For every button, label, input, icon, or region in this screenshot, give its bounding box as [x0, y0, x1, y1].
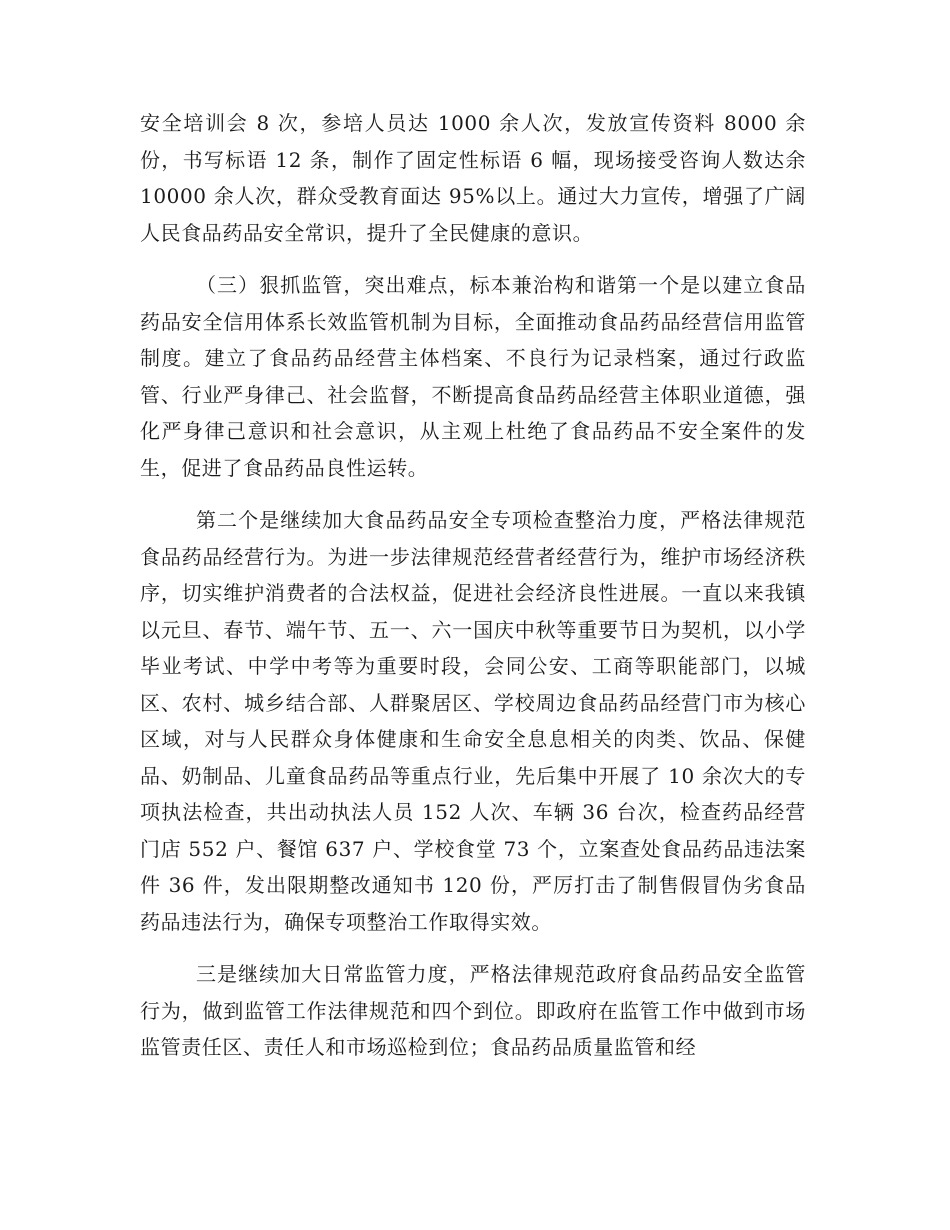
paragraph-daily-supervision: 三是继续加大日常监管力度，严格法律规范政府食品药品安全监管行为，做到监管工作法律规范和四个到位。即政府在监管工作中做到市场监管责任区、责任人和市场巡检到位；食品药品质量监管和经	[140, 962, 806, 1059]
paragraph-supervision-credit: （三）狠抓监管，突出难点，标本兼治构和谐第一个是以建立食品药品安全信用体系长效监管机制为目标，全面推动食品药品经营信用监管制度。建立了食品药品经营主体档案、不良行为记录档案，通过行政监管、行业严身律己、社会监督，不断提高食品药品经营主体职业道德，强化严身律己意识和社会意识，从主观上杜绝了食品药品不安全案件的发生，促进了食品药品良性运转。	[140, 273, 806, 480]
paragraph-training-summary: 安全培训会 8 次，参培人员达 1000 余人次，发放宣传资料 8000 余份，书写标语 12 条，制作了固定性标语 6 幅，现场接受咨询人数达余 10000 余人次，群众受教育面达 95%以上。通过大力宣传，增强了广阔人民食品药品安全常识，提升了全民健康的意识。	[140, 111, 806, 245]
paragraph-special-inspection: 第二个是继续加大食品药品安全专项检查整治力度，严格法律规范食品药品经营行为。为进一步法律规范经营者经营行为，维护市场经济秩序，切实维护消费者的合法权益，促进社会经济良性进展。一直以来我镇以元旦、春节、端午节、五一、六一国庆中秋等重要节日为契机，以小学毕业考试、中学中考等为重要时段，会同公安、工商等职能部门，以城区、农村、城乡结合部、人群聚居区、学校周边食品药品经营门市为核心区域，对与人民群众身体健康和生命安全息息相关的肉类、饮品、保健品、奶制品、儿童食品药品等重点行业，先后集中开展了 10 余次大的专项执法检查，共出动执法人员 152 人次、车辆 36 台次，检查药品经营门店 552 户、餐馆 637 户、学校食堂 73 个，立案查处食品药品违法案件 36 件，发出限期整改通知书 120 份，严厉打击了制售假冒伪劣食品药品违法行为，确保专项整治工作取得实效。	[140, 508, 806, 934]
document-body	[140, 105, 806, 1066]
